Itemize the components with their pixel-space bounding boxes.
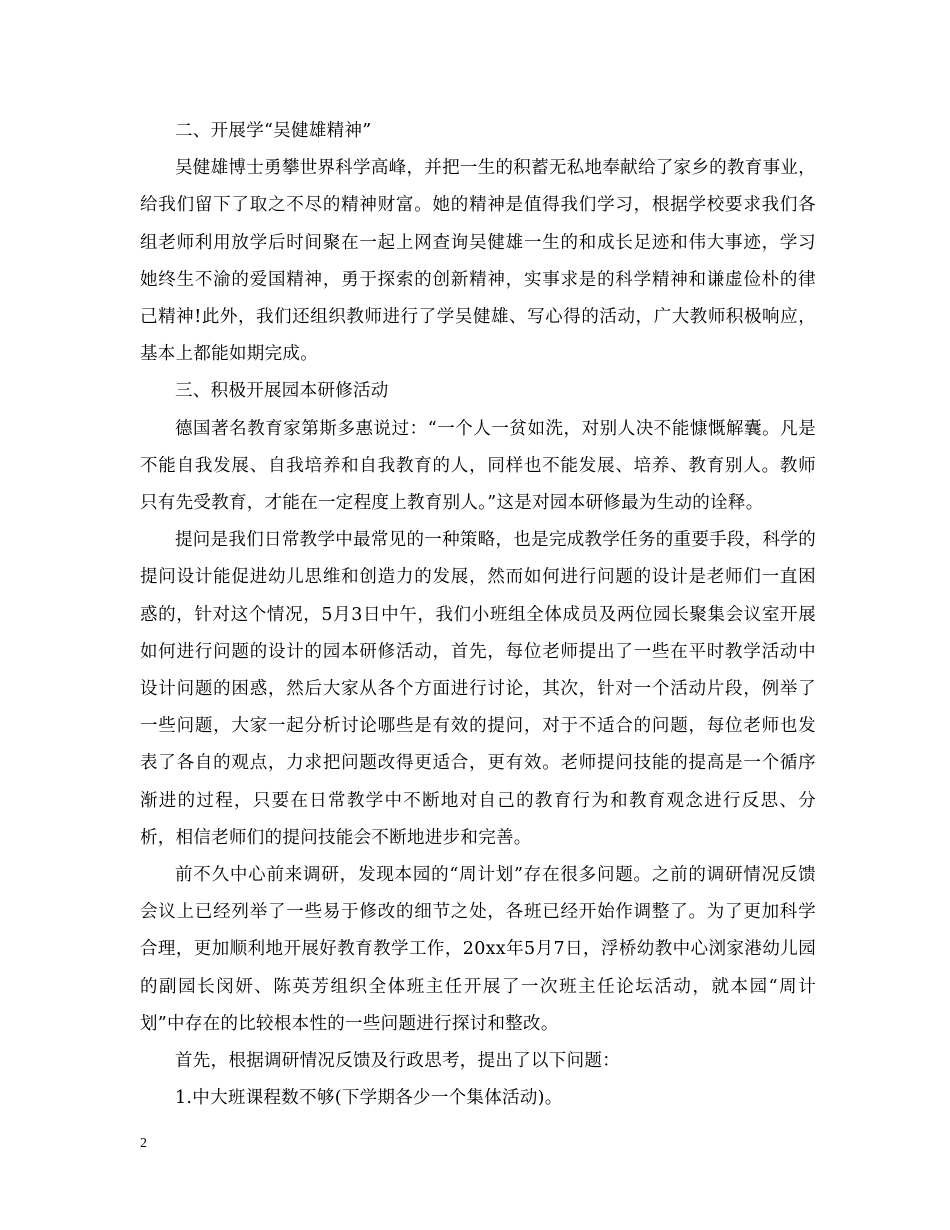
section-heading-3: 三、积极开展园本研修活动 — [175, 381, 389, 402]
page-number: 2 — [140, 1136, 147, 1151]
section-heading-2: 二、开展学“吴健雄精神” — [175, 121, 372, 141]
paragraph: 吴健雄博士勇攀世界科学高峰，并把一生的积蓄无私地奉献给了家乡的教育事业，给我们留下了取之不尽的精神财富。她的精神是值得我们学习，根据学校要求我们各组老师利用放学后时间聚在一起上网查询吴健雄一生的和成长足迹和伟大事迹，学习她终生不渝的爱国精神，勇于探索的创新精神，实事求是的科学精神和谦虚俭朴的律己精神!此外，我们还组织教师进行了学吴健雄、写心得的活动，广大教师积极响应，基本上都能如期完成。 — [140, 158, 816, 365]
paragraph: 提问是我们日常教学中最常见的一种策略，也是完成教学任务的重要手段，科学的提问设计能促进幼儿思维和创造力的发展，然而如何进行问题的设计是老师们一直困惑的，针对这个情况，5月3日中午，我们小班组全体成员及两位园长聚集会议室开展如何进行问题的设计的园本研修活动，首先，每位老师提出了一些在平时教学活动中设计问题的困惑，然后大家从各个方面进行讨论，其次，针对一个活动片段，例举了一些问题，大家一起分析讨论哪些是有效的提问，对于不适合的问题，每位老师也发表了各自的观点，力求把问题改得更适合，更有效。老师提问技能的提高是一个循序渐进的过程，只要在日常教学中不断地对自己的教育行为和教育观念进行反思、分析，相信老师们的提问技能会不断地进步和完善。 — [140, 530, 816, 848]
paragraph: 前不久中心前来调研，发现本园的“周计划”存在很多问题。之前的调研情况反馈会议上已经列举了一些易于修改的细节之处，各班已经开始作调整了。为了更加科学合理，更加顺利地开展好教育教学工作，20xx年5月7日，浮桥幼教中心浏家港幼儿园的副园长闵妍、陈英芳组织全体班主任开展了一次班主任论坛活动，就本园“周计划”中存在的比较根本性的一些问题进行探讨和整改。 — [140, 865, 816, 1034]
paragraph: 首先，根据调研情况反馈及行政思考，提出了以下问题： — [175, 1051, 620, 1072]
list-item: 1.中大班课程数不够(下学期各少一个集体活动)。 — [175, 1088, 563, 1109]
paragraph: 德国著名教育家第斯多惠说过：“一个人一贫如洗，对别人决不能慷慨解囊。凡是不能自我发展、自我培养和自我教育的人，同样也不能发展、培养、教育别人。教师只有先受教育，才能在一定程度上教育别人。”这是对园本研修最为生动的诠释。 — [140, 418, 816, 514]
document-body — [140, 113, 816, 1117]
